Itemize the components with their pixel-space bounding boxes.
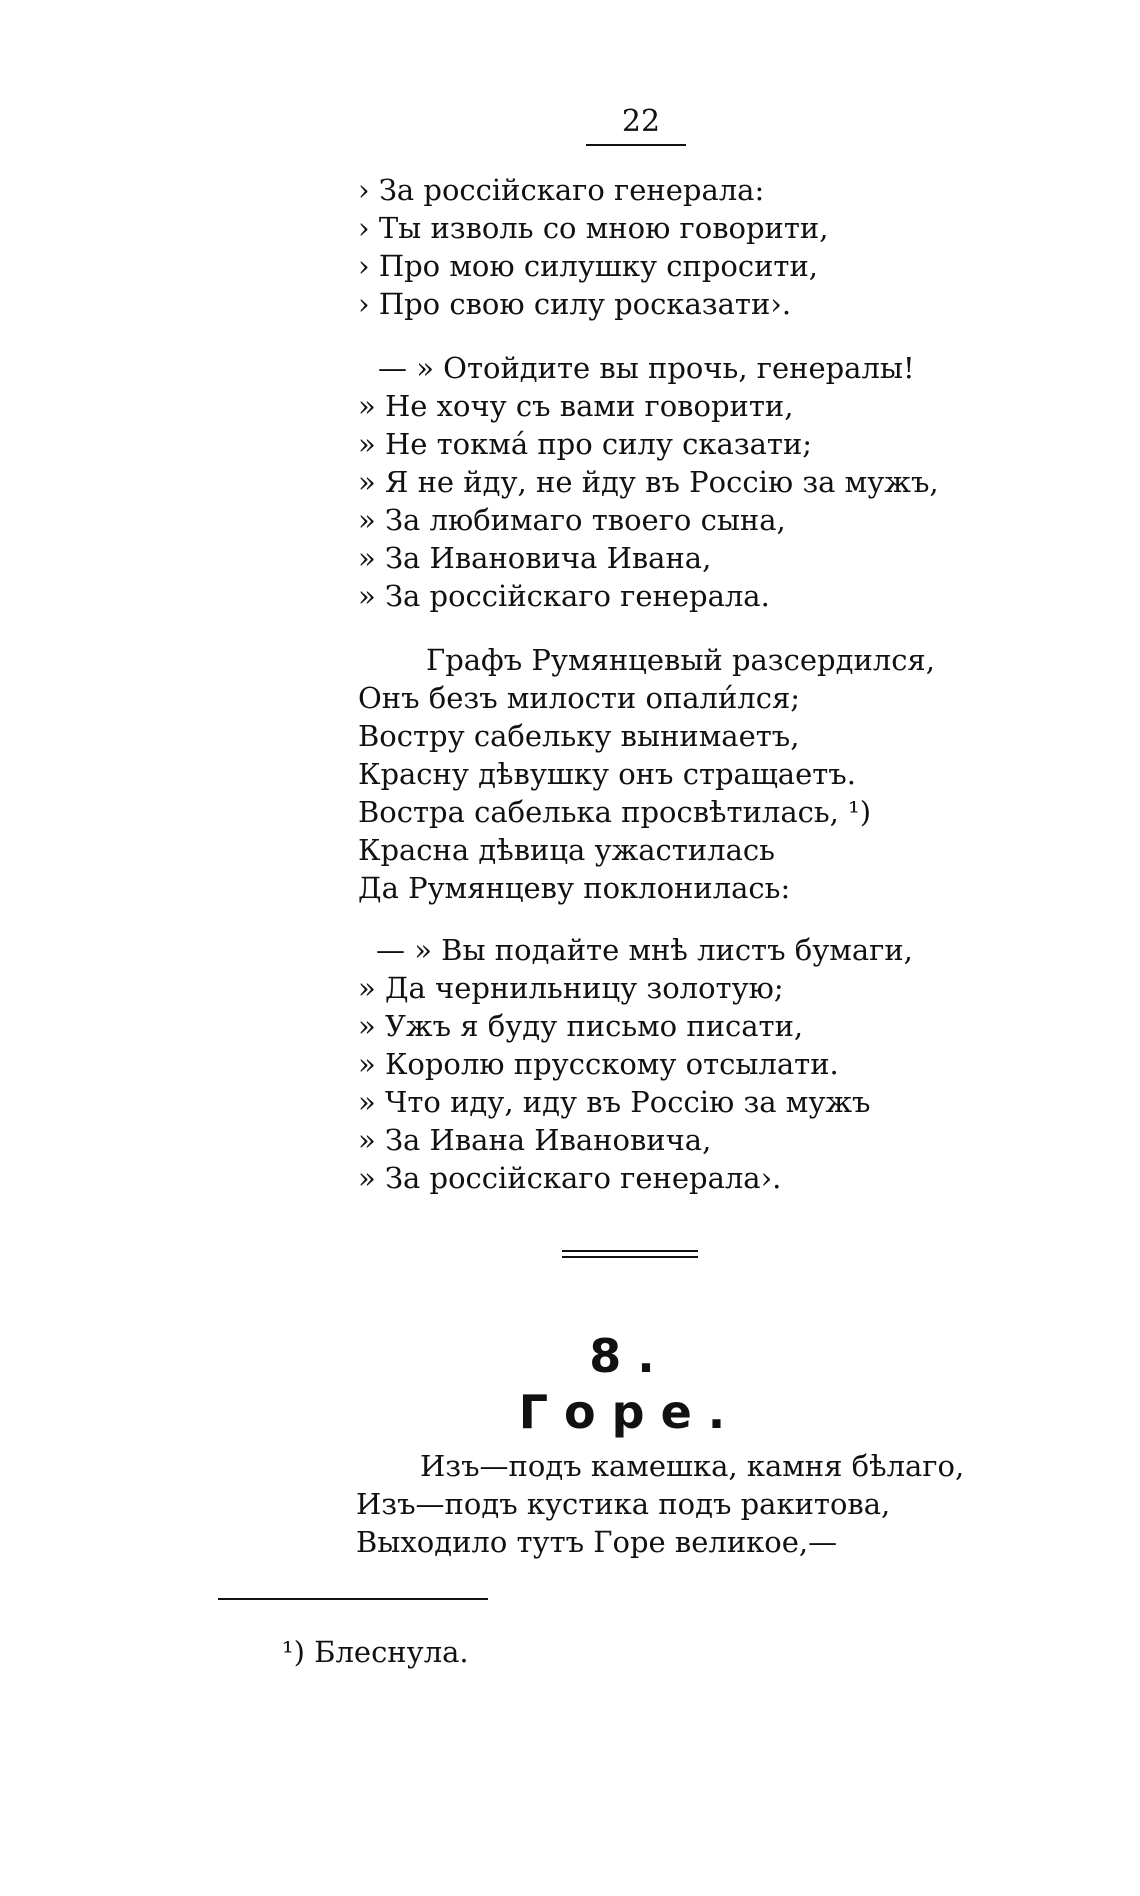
section-divider-top-rule (562, 1250, 698, 1252)
footnote-text: Блеснула. (314, 1635, 469, 1669)
verse-line: » Не токма́ про силу сказати; (358, 427, 813, 461)
verse-line: — » Отойдите вы прочь, генералы! (378, 351, 915, 385)
verse-line: Да Румянцеву поклонилась: (358, 871, 791, 905)
verse-line: » Да чернильницу золотую; (358, 971, 784, 1005)
verse-line: Востра сабелька просвѣтилась, ¹) (358, 795, 872, 829)
verse-line: » Что иду, иду въ Россію за мужъ (358, 1085, 871, 1119)
page-number: 22 (621, 104, 661, 139)
section-title: 8. Горе. (518, 1329, 742, 1439)
verse-line: Онъ безъ милости опали́лся; (358, 681, 801, 715)
verse-line: › Ты изволь со мною говорити, (358, 211, 829, 245)
verse-line: › Про свою силу росказати›. (358, 287, 792, 321)
footnote (282, 1634, 469, 1670)
verse-line: » За любимаго твоего сына, (358, 503, 786, 537)
verse-line: Востру сабельку вынимаетъ, (358, 719, 800, 753)
verse-line: » За Ивана Ивановича, (358, 1123, 712, 1157)
footnote-marker: ¹) (282, 1635, 305, 1669)
verse-line: Красну дѣвушку онъ стращаетъ. (358, 757, 856, 791)
verse-line: Графъ Румянцевый разсердился, (426, 643, 935, 677)
verse-line: » Королю прусскому отсылати. (358, 1047, 839, 1081)
verse-line: Изъ—подъ камешка, камня бѣлаго, (420, 1449, 965, 1483)
verse-line: » За россійскаго генерала. (358, 579, 770, 613)
footnote-rule (218, 1598, 488, 1600)
verse-line: Красна дѣвица ужастилась (358, 833, 775, 867)
verse-line: » За Ивановича Ивана, (358, 541, 712, 575)
page-number-underline (586, 144, 686, 146)
verse-line: › За россійскаго генерала: (358, 173, 765, 207)
verse-line: » За россійскаго генерала›. (358, 1161, 782, 1195)
verse-line: — » Вы подайте мнѣ листъ бумаги, (376, 933, 913, 967)
verse-line: Изъ—подъ кустика подъ ракитова, (356, 1487, 891, 1521)
section-divider-bottom-rule (562, 1256, 698, 1258)
verse-line: » Я не йду, не йду въ Россію за мужъ, (358, 465, 939, 499)
verse-line: Выходило тутъ Горе великое,— (356, 1525, 838, 1559)
verse-line: › Про мою силушку спросити, (358, 249, 819, 283)
verse-line: » Не хочу съ вами говорити, (358, 389, 794, 423)
verse-line: » Ужъ я буду письмо писати, (358, 1009, 804, 1043)
